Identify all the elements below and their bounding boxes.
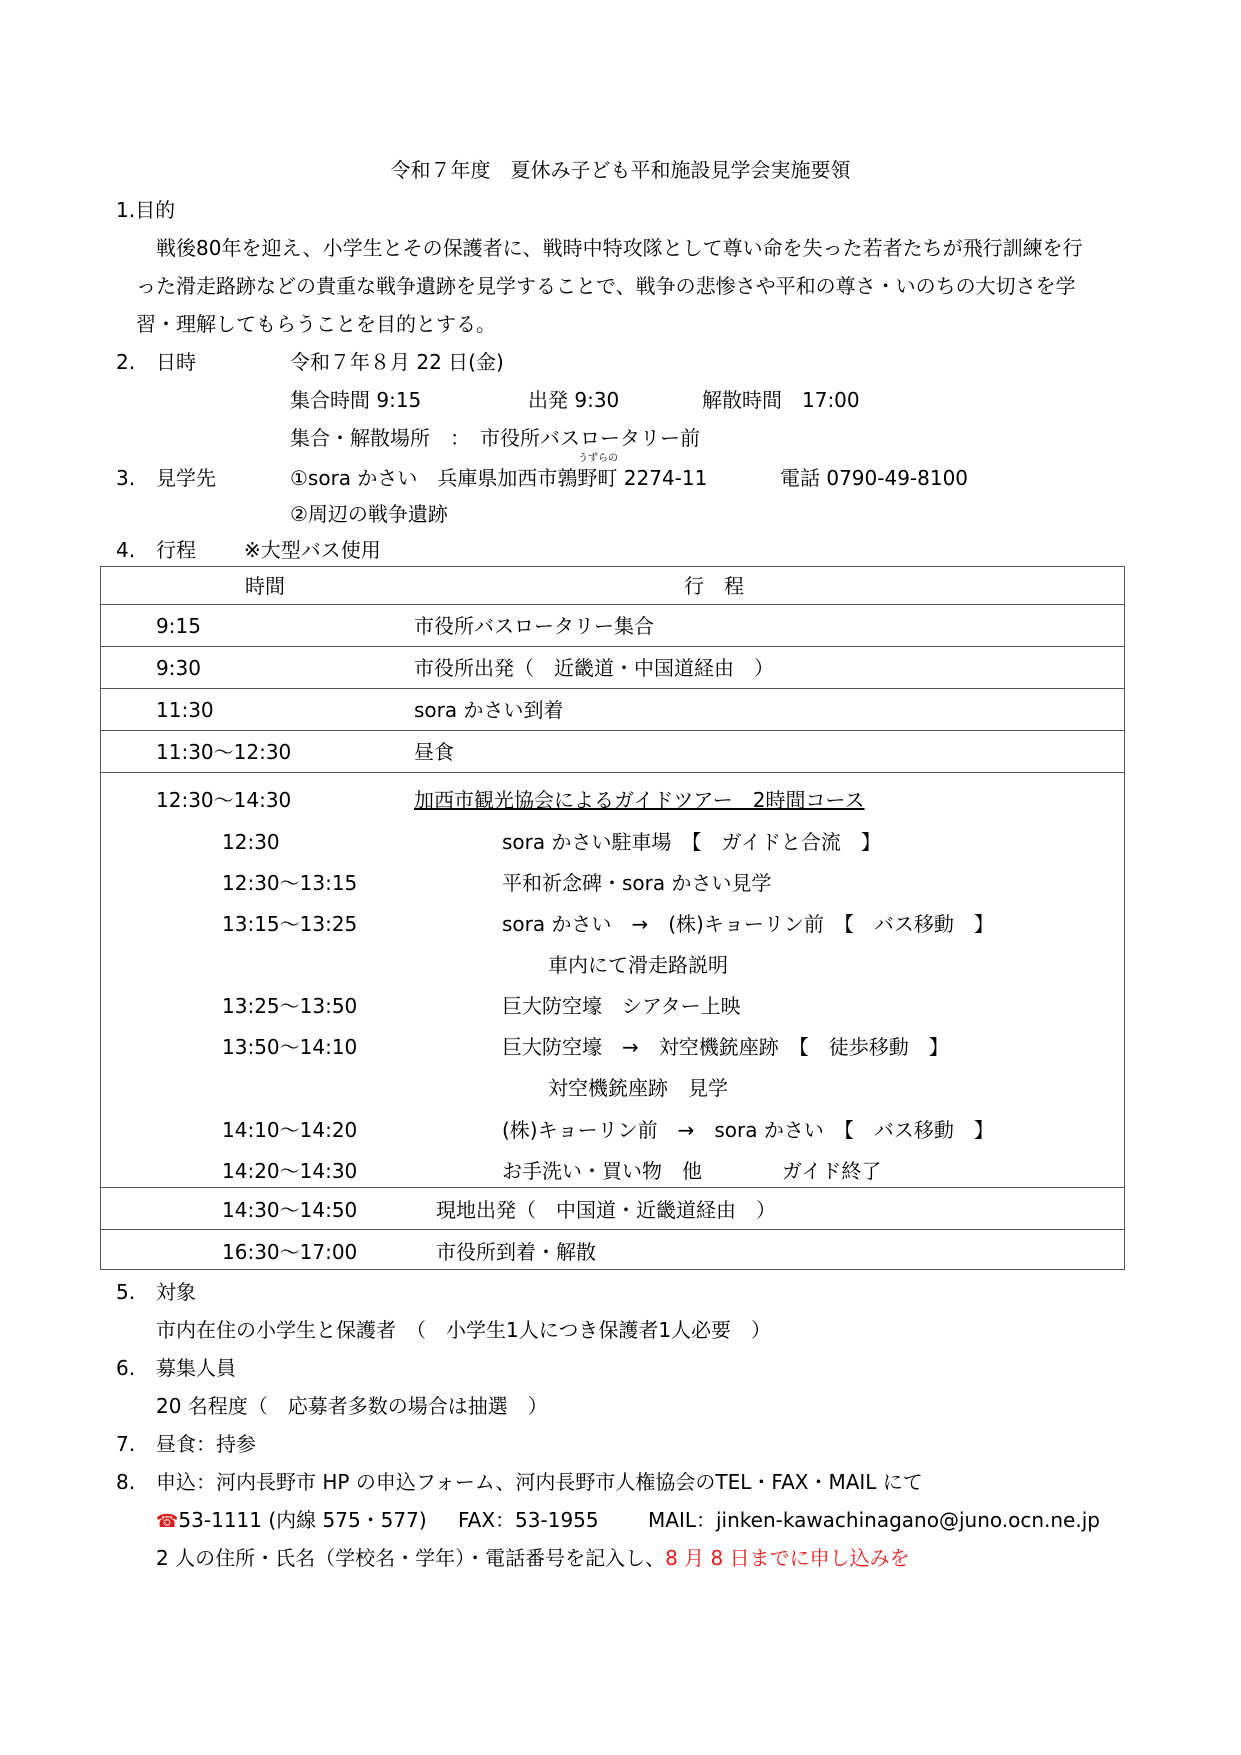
gather-place: 集合・解散場所 ： 市役所バスロータリー前: [290, 426, 700, 450]
column-header-time: 時間: [245, 574, 285, 598]
purpose-line-1: 戦後80年を迎え、小学生とその保護者に、戦時中特攻隊として尊い命を失った若者たちが飛行訓練を行: [156, 236, 1083, 260]
section-3-number: 3.: [116, 466, 136, 490]
dismiss-time: 解散時間 17:00: [702, 388, 860, 412]
sub-row-desc: 巨大防空壕 → 対空機銃座跡 【 徒歩移動 】: [502, 1035, 949, 1059]
guided-tour-title: 加西市観光協会によるガイドツアー 2時間コース: [414, 788, 865, 812]
sub-row-desc: お手洗い・買い物 他 ガイド終了: [502, 1159, 882, 1183]
sub-row-desc: 平和祈念碑・sora かさい見学: [502, 871, 772, 895]
section-4-heading: 行程: [156, 538, 196, 562]
contact-phone: 53-1111 (内線 575・577): [178, 1508, 427, 1532]
sub-row-time: 14:20～14:30: [222, 1159, 358, 1183]
section-7-number: 7.: [116, 1432, 136, 1456]
table-row-desc: sora かさい到着: [414, 698, 564, 722]
section-1-heading: 1.目的: [116, 198, 176, 222]
section-8-heading: 申込：河内長野市 HP の申込フォーム、河内長野市人権協会のTEL・FAX・MAIL にて: [156, 1470, 923, 1494]
section-6-heading: 募集人員: [156, 1356, 236, 1380]
destination-tel: 電話 0790-49-8100: [780, 466, 969, 490]
table-row-desc: 現地出発（ 中国道・近畿道経由 ）: [436, 1198, 776, 1222]
contact-fax: FAX：53-1955: [458, 1508, 599, 1532]
table-row-desc: 市役所出発（ 近畿道・中国道経由 ）: [414, 656, 774, 680]
section-2-heading: 日時: [156, 350, 196, 374]
table-row-time: 11:30: [156, 698, 214, 722]
furigana-uzurano: うずらの: [578, 453, 618, 464]
telephone-icon: ☎: [156, 1511, 179, 1532]
gather-time: 集合時間 9:15: [290, 388, 422, 412]
depart-time: 出発 9:30: [528, 388, 620, 412]
table-row-time: 12:30～14:30: [156, 788, 292, 812]
sub-row-time: 12:30～13:15: [222, 871, 358, 895]
table-row-time: 11:30～12:30: [156, 740, 292, 764]
sub-row-time: 13:15～13:25: [222, 912, 358, 936]
table-row-time: 14:30～14:50: [222, 1198, 358, 1222]
sub-row-time: 13:25～13:50: [222, 994, 358, 1018]
purpose-line-3: 習・理解してもらうことを目的とする。: [136, 312, 496, 336]
section-3-heading: 見学先: [156, 466, 216, 490]
sub-row-desc: sora かさい駐車場 【 ガイドと合流 】: [502, 830, 881, 854]
application-note: [156, 1548, 910, 1568]
section-8-number: 8.: [116, 1470, 136, 1494]
table-divider: [101, 730, 1124, 731]
table-row-time: 9:30: [156, 656, 201, 680]
table-row-desc: 市役所バスロータリー集合: [414, 614, 654, 638]
sub-row-desc: (株)キョーリン前 → sora かさい 【 バス移動 】: [502, 1118, 994, 1142]
table-divider: [101, 1187, 1124, 1188]
table-divider: [101, 688, 1124, 689]
sub-row-desc: sora かさい → (株)キョーリン前 【 バス移動 】: [502, 912, 994, 936]
table-divider: [101, 1229, 1124, 1230]
sub-row-desc: 巨大防空壕 シアター上映: [502, 994, 741, 1018]
section-7-heading: 昼食：持参: [156, 1432, 256, 1456]
table-divider: [101, 604, 1124, 605]
page-title: 令和７年度 夏休み子ども平和施設見学会実施要領: [390, 158, 851, 182]
event-date: 令和７年８月 22 日(金): [290, 350, 504, 374]
table-row-time: 9:15: [156, 614, 201, 638]
section-5-number: 5.: [116, 1280, 136, 1304]
contact-phone-line: [156, 1510, 427, 1531]
table-divider: [101, 772, 1124, 773]
destination-1: ①sora かさい 兵庫県加西市鶉野町 2274-11: [290, 466, 708, 490]
table-row-desc: 市役所到着・解散: [436, 1240, 596, 1264]
section-6-number: 6.: [116, 1356, 136, 1380]
sub-row-desc: 車内にて滑走路説明: [548, 953, 728, 977]
destination-2: ②周辺の戦争遺跡: [290, 502, 448, 526]
table-row-desc: 昼食: [414, 740, 454, 764]
application-deadline: 8 月 8 日までに申し込みを: [665, 1546, 910, 1570]
table-divider: [101, 646, 1124, 647]
capacity-body: 20 名程度（ 応募者多数の場合は抽選 ）: [156, 1394, 548, 1418]
contact-mail: MAIL：jinken-kawachinagano@juno.ocn.ne.jp: [648, 1508, 1100, 1532]
purpose-line-2: った滑走路跡などの貴重な戦争遺跡を見学することで、戦争の悲惨さや平和の尊さ・いのちの大切さを学: [136, 274, 1076, 298]
section-4-number: 4.: [116, 538, 136, 562]
sub-row-time: 13:50～14:10: [222, 1035, 358, 1059]
sub-row-desc: 対空機銃座跡 見学: [548, 1076, 728, 1100]
column-header-itinerary: 行 程: [684, 574, 744, 598]
sub-row-time: 12:30: [222, 830, 280, 854]
table-row-time: 16:30～17:00: [222, 1240, 358, 1264]
sub-row-time: 14:10～14:20: [222, 1118, 358, 1142]
application-note-text: 2 人の住所・氏名（学校名・学年）・電話番号を記入し、: [156, 1546, 666, 1570]
section-5-heading: 対象: [156, 1280, 196, 1304]
bus-note: ※大型バス使用: [244, 538, 381, 562]
target-body: 市内在住の小学生と保護者 （ 小学生1人につき保護者1人必要 ）: [156, 1318, 772, 1342]
section-2-number: 2.: [116, 350, 136, 374]
